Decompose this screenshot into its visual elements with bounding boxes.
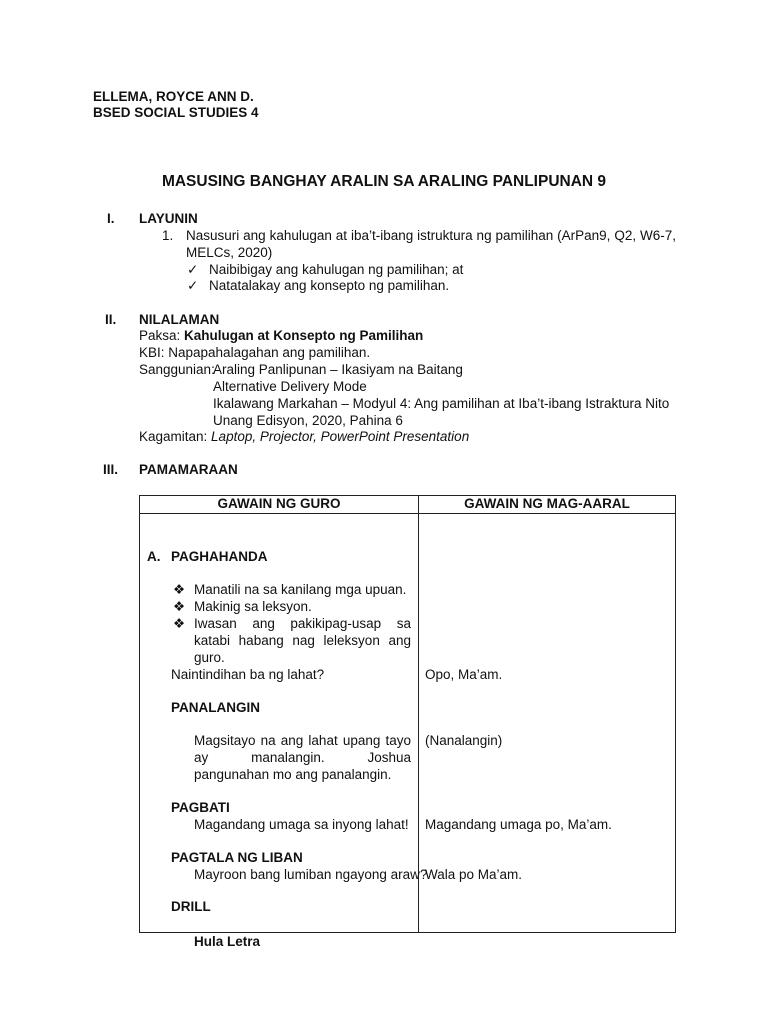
paksa-label: Paksa: — [139, 328, 185, 343]
pagbati-text: Magandang umaga sa inyong lahat! — [194, 817, 409, 832]
section-3-number: III. — [103, 462, 119, 477]
objective-check-2: Natatalakay ang konsepto ng pamilihan. — [209, 278, 450, 293]
rule-1: Manatili na sa kanilang mga upuan. — [194, 582, 407, 597]
kagamitan-line — [139, 428, 469, 445]
page-title: MASUSING BANGHAY ARALIN SA ARALING PANLIPUNAN 9 — [161, 173, 607, 190]
hula-letra-heading: Hula Letra — [194, 934, 261, 949]
panalangin-text: Magsitayo na ang lahat upang tayo ay manalangin. Joshua pangunahan mo ang panalangin. — [194, 733, 411, 782]
sanggunian-line-4: Unang Edisyon, 2020, Pahina 6 — [213, 413, 403, 428]
kbi-line: KBI: Napapahalagahan ang pamilihan. — [139, 345, 371, 360]
pagtala-text: Mayroon bang lumiban ngayong araw? — [194, 867, 428, 882]
section-2-heading: NILALAMAN — [139, 312, 220, 327]
sanggunian-line-2: Alternative Delivery Mode — [213, 379, 367, 394]
check-icon: ✓ — [187, 278, 199, 293]
question-understand: Naintindihan ba ng lahat? — [171, 667, 325, 682]
procedure-table — [139, 495, 676, 949]
check-icon: ✓ — [187, 262, 199, 277]
table-header-row — [140, 496, 676, 514]
section-1-heading: LAYUNIN — [139, 211, 198, 226]
pagbati-heading: PAGBATI — [171, 800, 230, 815]
diamond-bullet-icon: ❖ — [173, 599, 186, 614]
sanggunian-line-1: Araling Panlipunan – Ikasiyam na Baitang — [213, 362, 463, 377]
drill-heading: DRILL — [171, 899, 211, 914]
guro-cell — [140, 514, 428, 949]
paksa-value: Kahulugan at Konsepto ng Pamilihan — [184, 328, 424, 343]
section-3-heading: PAMAMARAAN — [139, 462, 238, 477]
pagtala-heading: PAGTALA NG LIBAN — [171, 850, 303, 865]
part-a-label: A. — [147, 549, 161, 564]
response-1: Opo, Ma’am. — [425, 667, 503, 682]
diamond-bullet-icon: ❖ — [173, 616, 186, 631]
response-3: Magandang umaga po, Ma’am. — [425, 817, 612, 832]
diamond-bullet-icon: ❖ — [173, 582, 186, 597]
student-name: ELLEMA, ROYCE ANN D. — [93, 89, 254, 104]
paksa-line — [139, 327, 423, 344]
rule-3: Iwasan ang pakikipag-usap sa katabi habang nag leleksyon ang guro. — [194, 616, 411, 665]
kagamitan-value: Laptop, Projector, PowerPoint Presentation — [211, 429, 470, 444]
rule-2: Makinig sa leksyon. — [194, 599, 312, 614]
kagamitan-label: Kagamitan: — [139, 429, 212, 444]
response-4: Wala po Ma’am. — [425, 867, 523, 882]
section-1-number: I. — [107, 211, 115, 226]
sanggunian-label: Sanggunian: — [139, 362, 215, 377]
part-a-heading: PAGHAHANDA — [171, 549, 268, 564]
panalangin-heading: PANALANGIN — [171, 700, 260, 715]
column-header-mag-aaral: GAWAIN NG MAG-AARAL — [419, 496, 676, 514]
section-2-number: II. — [105, 312, 117, 327]
table-row — [140, 514, 676, 933]
column-header-guro: GAWAIN NG GURO — [140, 496, 419, 514]
response-2: (Nanalangin) — [425, 733, 503, 748]
sanggunian-line-3: Ikalawang Markahan – Modyul 4: Ang pamilihan at Iba’t-ibang Istraktura Nito — [213, 396, 670, 411]
objective-number: 1. — [162, 228, 174, 243]
objective-check-1: Naibibigay ang kahulugan ng pamilihan; at — [209, 262, 464, 277]
student-course: BSED SOCIAL STUDIES 4 — [93, 105, 259, 120]
mag-aaral-cell — [419, 514, 676, 933]
objective-text: Nasusuri ang kahulugan at iba’t-ibang istruktura ng pamilihan (ArPan9, Q2, W6-7, MELCs, 2020) — [186, 228, 676, 260]
